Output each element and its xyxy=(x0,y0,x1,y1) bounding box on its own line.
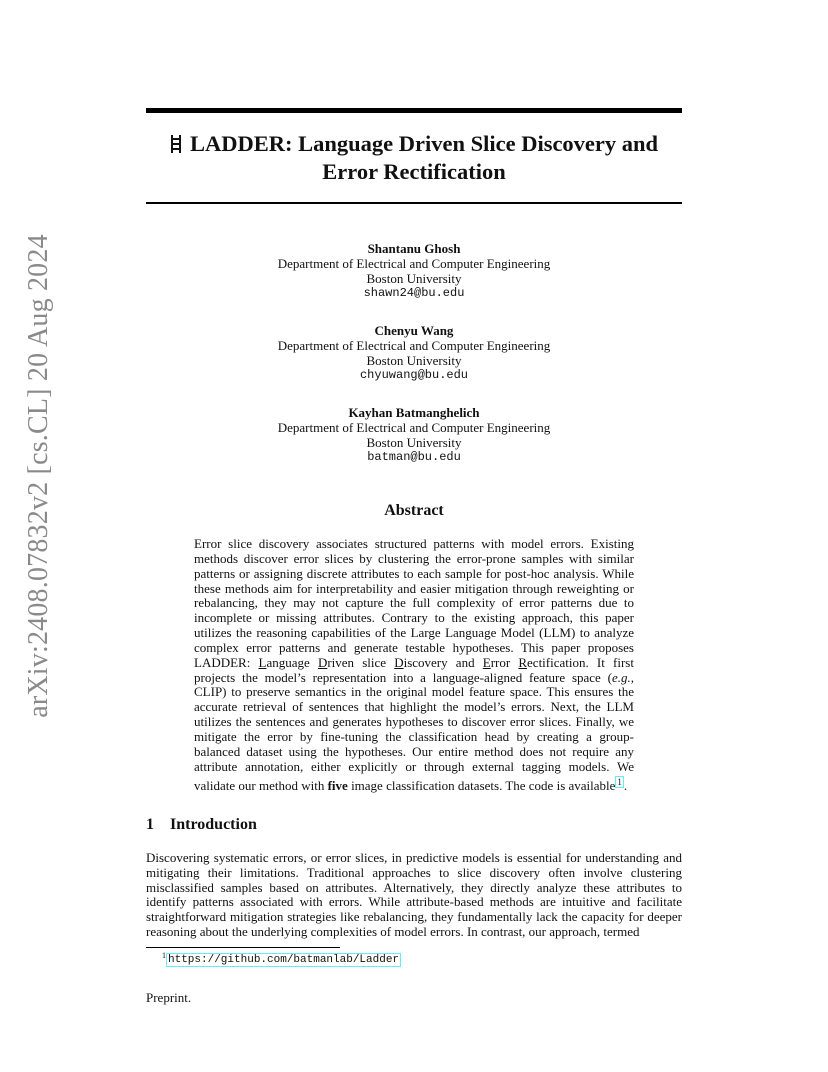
section-heading xyxy=(146,816,257,834)
footnote xyxy=(162,951,401,966)
title-line1: : Language Driven Slice Discovery and xyxy=(284,131,659,156)
title-name: LADDER xyxy=(189,131,285,156)
abstract-heading: Abstract xyxy=(384,502,444,519)
author-university: Boston University xyxy=(366,353,462,368)
arxiv-identifier: arXiv:2408.07832v2 [cs.CL] 20 Aug 2024 xyxy=(23,234,54,718)
author-department: Department of Electrical and Computer Engineering xyxy=(277,256,551,271)
author-name: Chenyu Wang xyxy=(374,323,454,338)
abstract-text: Error slice discovery associates structured patterns with model errors. Existing methods discover error slices by clustering the error-prone samples with similar patterns or assigning discrete attributes to each sample for post-hoc analysis. While these methods aim for interpretability and easier mitigation through reweighting or rebalancing, they may not capture the full complexity of error patterns due to incomplete or missing attributes. Contrary to the existing approach, this paper utilizes the reasoning capabilities of the Large Language Model (LLM) to analyze complex error patterns and generate testable hypotheses. This paper proposes LADDER: Language Driven slice Discovery and Error Rectification. It first projects the model’s representation into a language-aligned feature space (e.g., CLIP) to preserve semantics in the original model feature space. This ensures the accurate retrieval of sentences that highlight the model’s errors. Next, the LLM utilizes the sentences and generates hypotheses to discover error slices. Finally, we mitigate the error by fine-tuning the classification head by creating a group-balanced dataset using the hypotheses. Our entire method does not require any attribute annotation, either explicitly or through external tagging models. We validate our method with five image classification datasets. The code is available $^1$ . xyxy=(194,536,634,793)
introduction-text: Discovering systematic errors, or error slices, in predictive models is essential for understanding and mitigating their limitations. Traditional approaches to slice discovery often involve clustering misclassified samples based on attributes. Alternatively, they directly analyze these attributes to identify patterns associated with errors. While attribute-based methods are intuitive and facilitate straightforward mitigation strategies like rebalancing, they fundamentally lack the capacity for deeper reasoning about the underlying complexities of model errors. In contrast, our approach, termed xyxy=(146,850,682,939)
author-email: chyuwang@bu.edu xyxy=(359,368,469,382)
author-name: Kayhan Batmanghelich xyxy=(348,405,480,420)
ladder-icon xyxy=(170,135,182,153)
author-email: shawn24@bu.edu xyxy=(363,286,465,300)
footnote-link[interactable]: 1 xyxy=(617,776,622,787)
author-email: batman@bu.edu xyxy=(367,450,461,464)
title-line2: Error Rectification xyxy=(322,159,506,184)
footnote-url-link[interactable]: https://github.com/batmanlab/Ladder xyxy=(168,954,400,966)
paper-title xyxy=(146,130,682,186)
footnote-rule xyxy=(146,947,340,948)
preprint-label: Preprint. xyxy=(146,990,192,1005)
author-department: Department of Electrical and Computer Engineering xyxy=(277,338,551,353)
author-block xyxy=(146,405,682,465)
author-department: Department of Electrical and Computer Engineering xyxy=(277,420,551,435)
author-block xyxy=(146,323,682,383)
section-title: Introduction xyxy=(170,816,257,833)
section-number: 1 xyxy=(146,816,154,833)
author-university: Boston University xyxy=(366,271,462,286)
author-name: Shantanu Ghosh xyxy=(367,241,461,256)
title-bottom-rule xyxy=(146,202,682,204)
author-block xyxy=(146,241,682,301)
title-top-rule xyxy=(146,108,682,113)
author-university: Boston University xyxy=(366,435,462,450)
footnote-mark: 1 xyxy=(162,951,166,960)
